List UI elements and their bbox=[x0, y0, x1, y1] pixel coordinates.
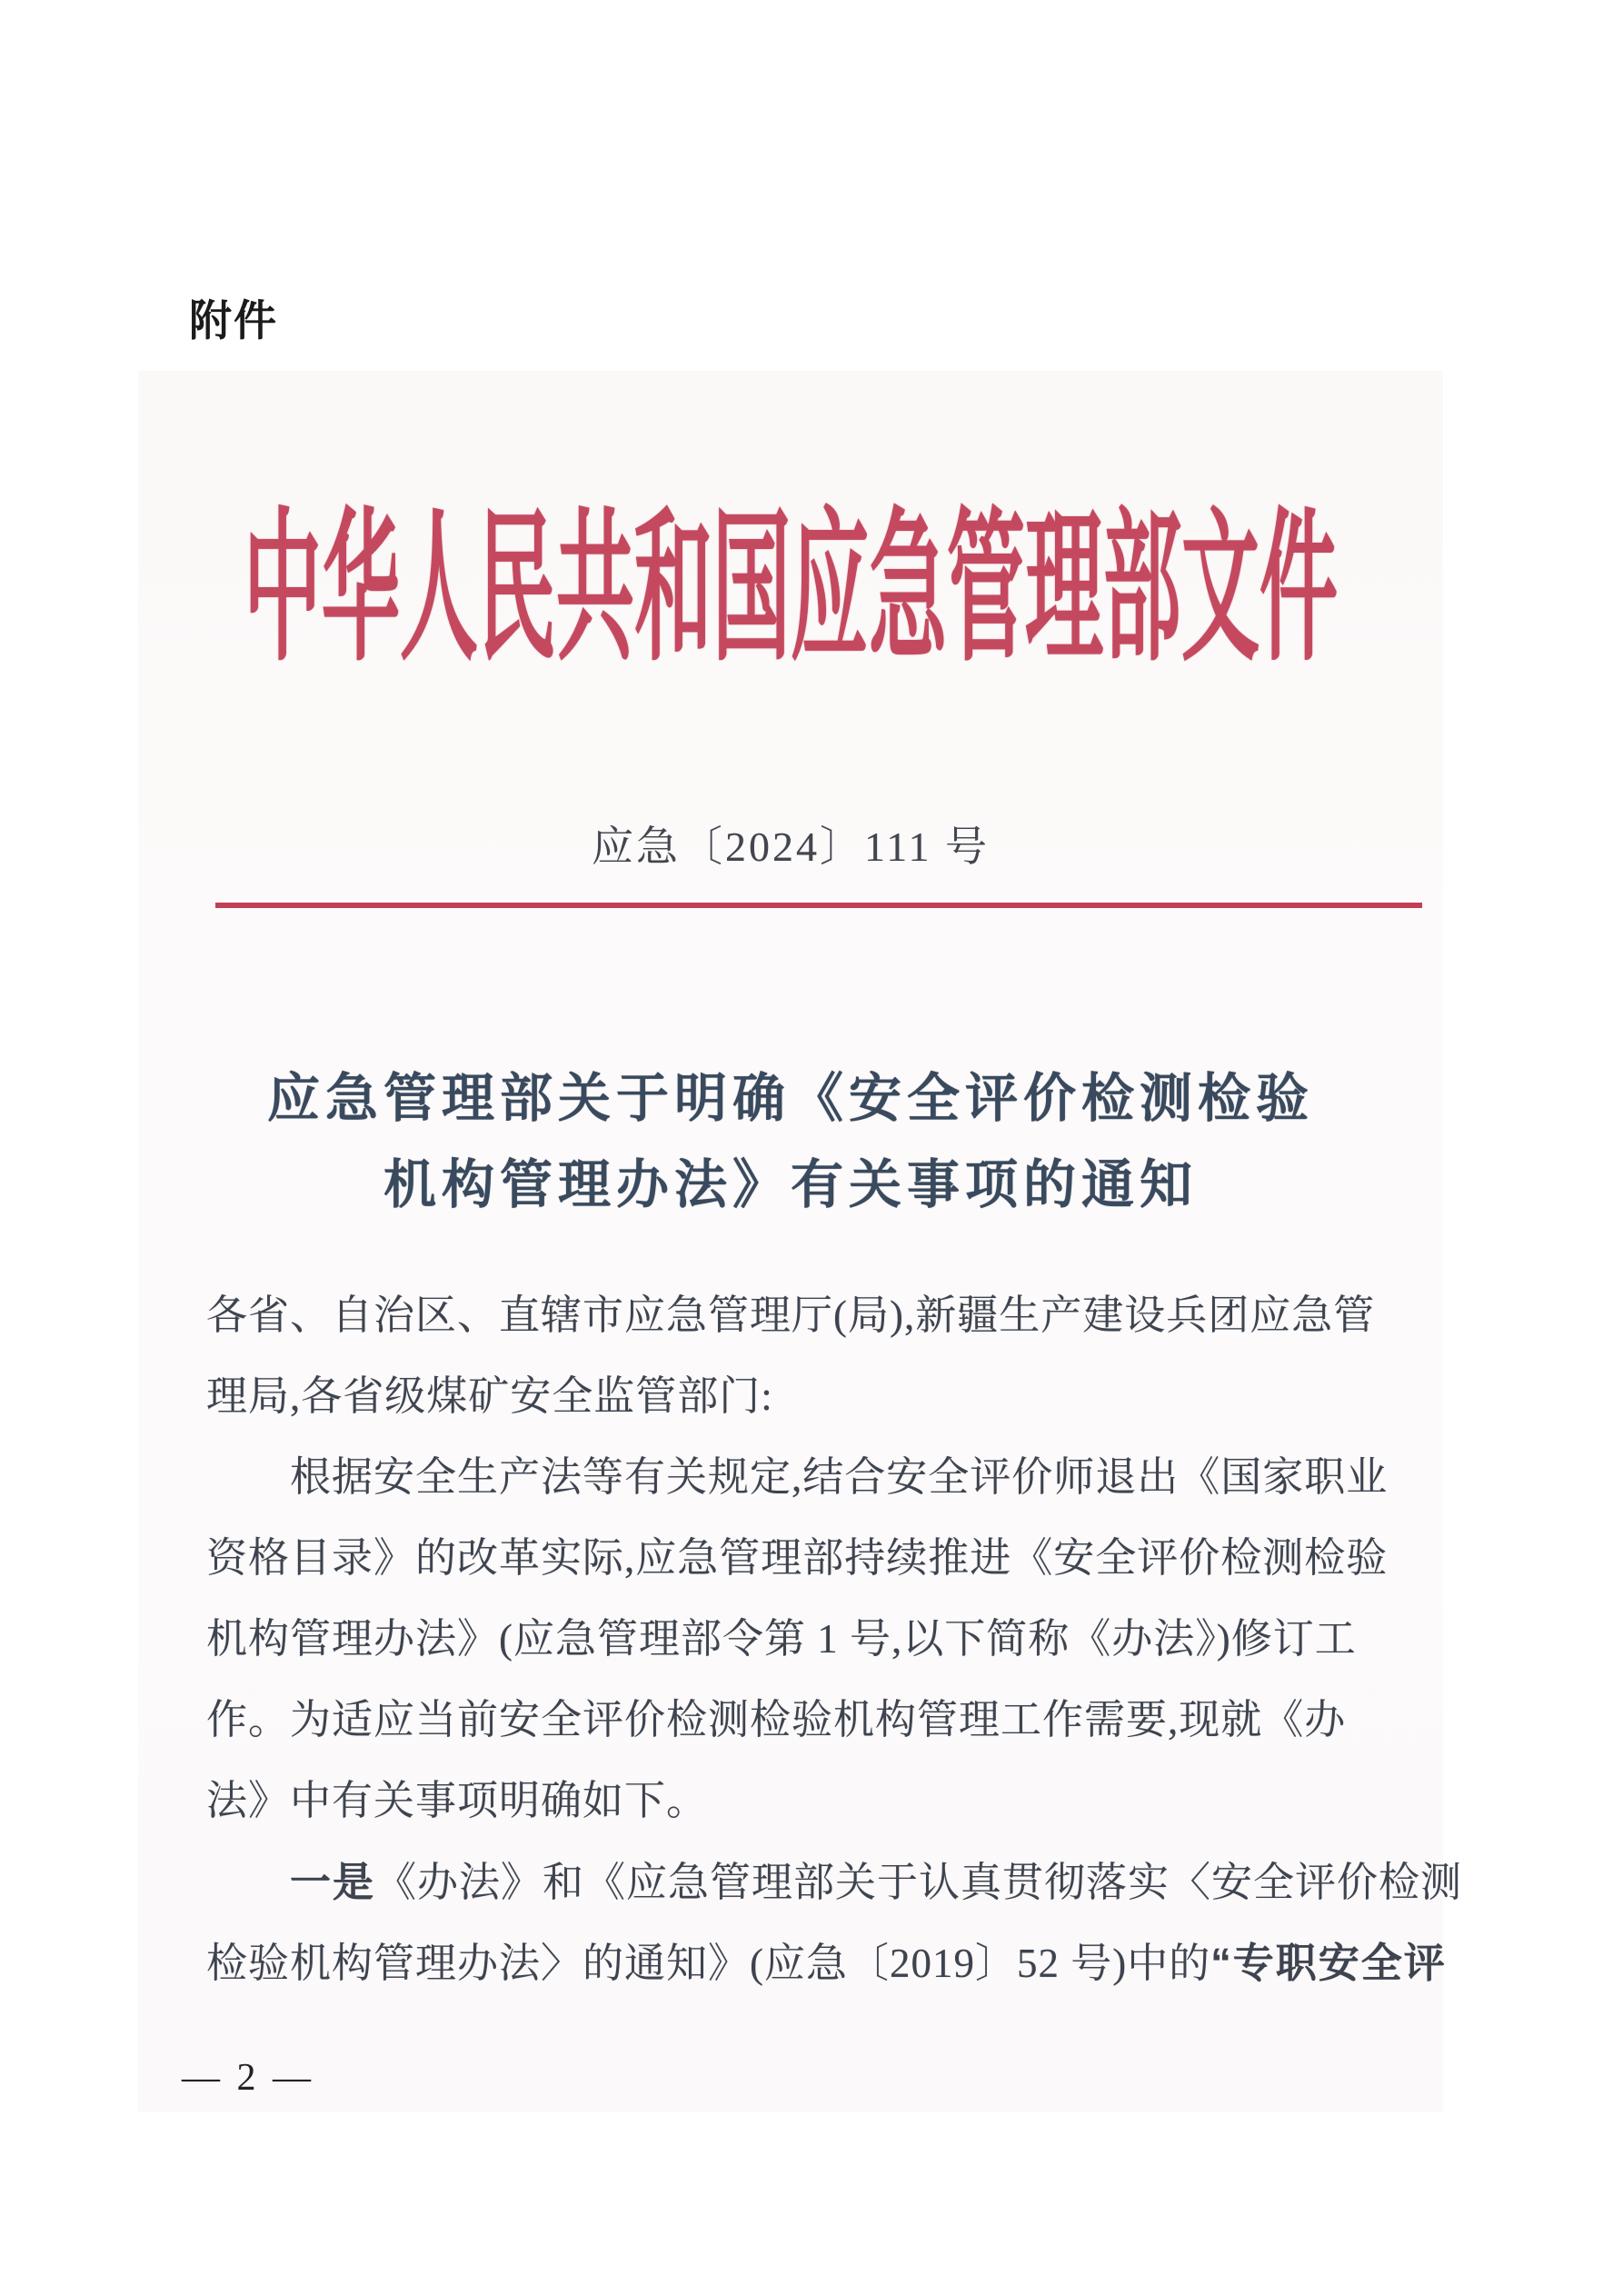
bold-emphasis: 一是 bbox=[290, 1859, 376, 1905]
document-number: 应急〔2024〕111 号 bbox=[591, 824, 991, 870]
notice-title-line2: 机构管理办法》有关事项的通知 bbox=[383, 1155, 1198, 1214]
body-text-segment: 各省、自治区、直辖市应急管理厅(局),新疆生产建设兵团应急管 bbox=[206, 1293, 1376, 1338]
body-text-segment: 作。为适应当前安全评价检测检验机构管理工作需要,现就《办 bbox=[206, 1697, 1347, 1742]
body-line bbox=[206, 1275, 1424, 1356]
body-line bbox=[206, 1680, 1424, 1761]
body-text-segment: 检验机构管理办法〉的通知》(应急〔2019〕52 号)中的 bbox=[206, 1941, 1211, 1986]
body-text-segment: 根据安全生产法等有关规定,结合安全评价师退出《国家职业 bbox=[290, 1454, 1389, 1500]
page-number: — 2 — bbox=[182, 2057, 314, 2099]
body-line bbox=[206, 1356, 1424, 1437]
scanned-document bbox=[138, 371, 1463, 2111]
body-line bbox=[206, 1599, 1424, 1680]
notice-body bbox=[206, 1275, 1463, 2003]
body-text-segment: 理局,各省级煤矿安全监管部门: bbox=[206, 1373, 773, 1419]
body-text-segment: 资格目录》的改革实际,应急管理部持续推进《安全评价检测检验 bbox=[206, 1535, 1389, 1581]
bold-emphasis: “专职安全评 bbox=[1210, 1940, 1447, 1986]
red-separator-line bbox=[215, 903, 1422, 908]
body-line bbox=[206, 1761, 1424, 1842]
attachment-label: 附件 bbox=[189, 296, 278, 344]
letterhead-title: 中华人民共和国应急管理部文件 bbox=[244, 497, 1338, 682]
body-line bbox=[206, 1437, 1424, 1518]
body-line bbox=[206, 1842, 1463, 1922]
body-text-segment: 法》中有关事项明确如下。 bbox=[206, 1778, 709, 1823]
body-text-segment: 《办法》和《应急管理部关于认真贯彻落实〈安全评价检测 bbox=[375, 1860, 1463, 1905]
body-text-segment: 机构管理办法》(应急管理部令第 1 号,以下简称《办法》)修订工 bbox=[206, 1616, 1357, 1662]
body-line bbox=[206, 1922, 1447, 2003]
body-line bbox=[206, 1518, 1424, 1599]
notice-title-line1: 应急管理部关于明确《安全评价检测检验 bbox=[266, 1069, 1314, 1128]
